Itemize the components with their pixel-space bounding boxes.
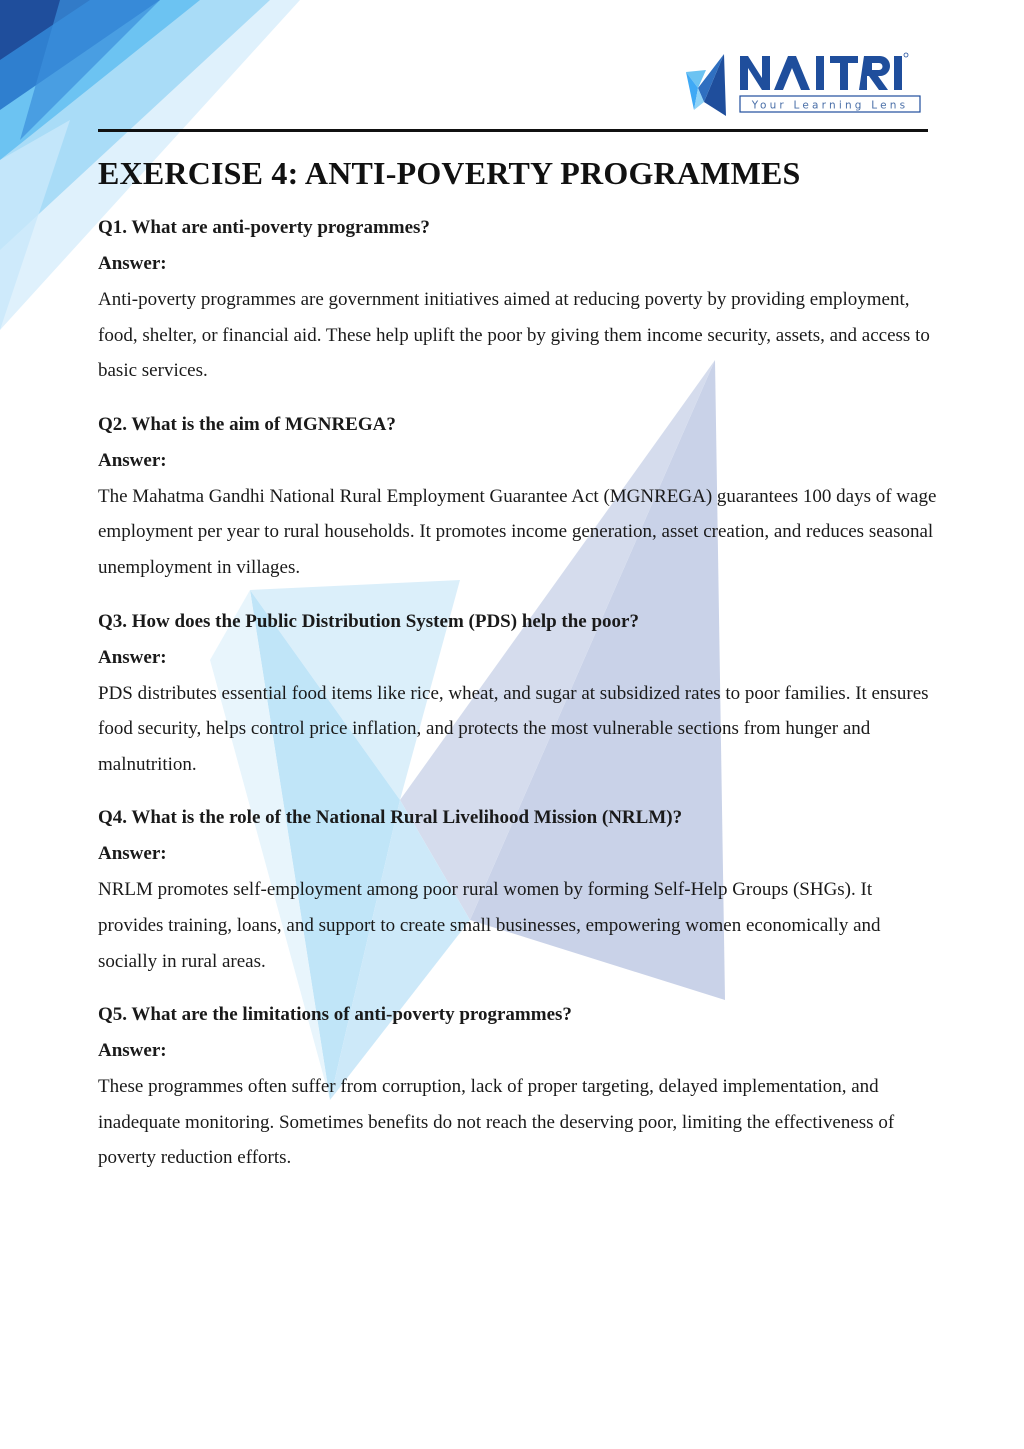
qa-item <box>98 604 938 783</box>
answer-text: The Mahatma Gandhi National Rural Employment Guarantee Act (MGNREGA) guarantees 100 days of wage employment per year to rural households. It promotes income generation, asset creation, and reduces seasonal unemployment in villages. <box>98 485 937 578</box>
answer-text: These programmes often suffer from corruption, lack of proper targeting, delayed implementation, and inadequate monitoring. Sometimes benefits do not reach the deserving poor, limiting the effectiveness of poverty reduction efforts. <box>98 1076 895 1169</box>
qa-item <box>98 210 938 389</box>
page-title: EXERCISE 4: ANTI-POVERTY PROGRAMMES <box>98 155 801 191</box>
answer-text: PDS distributes essential food items like rice, wheat, and sugar at subsidized rates to poor families. It ensures food security, helps control price inflation, and protects the most vulnerable sections from hunger and malnutrition. <box>98 682 929 775</box>
logo-tagline: Your Learning Lens <box>751 99 909 112</box>
question-text: Q1. What are anti-poverty programmes? <box>98 217 430 238</box>
answer-label: Answer: <box>98 449 167 471</box>
document-body <box>98 150 938 1176</box>
answer-text: Anti-poverty programmes are government initiatives aimed at reducing poverty by providing employment, food, shelter, or financial aid. These help uplift the poor by giving them income security, assets, and access to basic services. <box>98 289 930 382</box>
answer-label: Answer: <box>98 843 167 865</box>
answer-label: Answer: <box>98 253 167 274</box>
header-divider <box>98 129 928 132</box>
qa-item <box>98 997 938 1176</box>
question-text: Q4. What is the role of the National Rural Livelihood Mission (NRLM)? <box>98 807 683 829</box>
qa-item <box>98 407 938 586</box>
question-text: Q2. What is the aim of MGNREGA? <box>98 413 396 435</box>
answer-text: NRLM promotes self-employment among poor rural women by forming Self-Help Groups (SHGs). It provides training, loans, and support to create small businesses, empowering women economically and socially in rural areas. <box>98 879 881 972</box>
question-text: Q3. How does the Public Distribution System (PDS) help the poor? <box>98 610 639 632</box>
question-text: Q5. What are the limitations of anti-poverty programmes? <box>98 1004 572 1026</box>
answer-label: Answer: <box>98 646 167 668</box>
qa-item <box>98 800 938 979</box>
answer-label: Answer: <box>98 1040 167 1062</box>
naitri-logo <box>684 50 934 122</box>
